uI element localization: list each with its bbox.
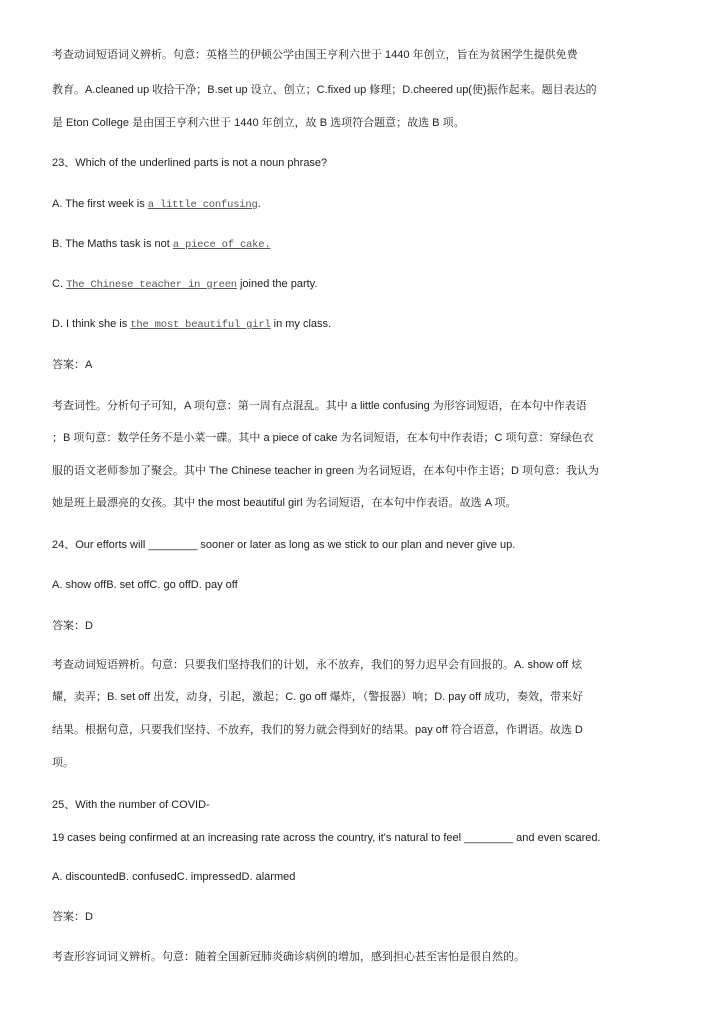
underlined-phrase: a little confusing <box>147 199 258 211</box>
underlined-phrase: a piece of cake. <box>172 239 271 251</box>
q25-options: A. discountedB. confusedC. impressedD. alarmed <box>52 871 296 883</box>
q25-answer: 答案：D <box>52 911 93 923</box>
q25-question-line: 19 cases being confirmed at an increasing rate across the country, it's natural to feel ________ and even scared. <box>52 832 601 844</box>
q24-explanation-line: 考查动词短语辨析。句意：只要我们坚持我们的计划，永不放弃，我们的努力迟早会有回报的。A. show off 炫 <box>52 659 583 671</box>
q22-explanation-line: 是 Eton College 是由国王亨利六世于 1440 年创立，故 B 选项符合题意；故选 B 项。 <box>52 117 465 129</box>
q23-explanation-line: 考查词性。分析句子可知，A 项句意：第一周有点混乱。其中 a little confusing 为形容词短语，在本句中作表语 <box>52 400 587 412</box>
q23-explanation-line: 她是班上最漂亮的女孩。其中 the most beautiful girl 为名词短语，在本句中作表语。故选 A 项。 <box>52 497 517 509</box>
q24-explanation-line: 耀，卖弄；B. set off 出发，动身，引起，激起；C. go off 爆炸，（警报器）响；D. pay off 成功，奏效，带来好 <box>52 691 584 703</box>
option-text: C. <box>52 278 67 290</box>
q24-explanation-line: 项。 <box>52 757 74 769</box>
q24-answer: 答案：D <box>52 620 93 632</box>
q23-explanation-line: ；B 项句意：数学任务不是小菜一碟。其中 a piece of cake 为名词短语，在本句中作表语；C 项句意：穿绿色衣 <box>52 432 594 444</box>
option-text: joined the party. <box>236 278 318 290</box>
q23-option-c <box>52 277 317 292</box>
option-text: D. I think she is <box>52 318 131 330</box>
underlined-phrase: the most beautiful girl <box>130 319 271 331</box>
option-text: A. The first week is <box>52 198 148 210</box>
underlined-phrase: The Chinese teacher in green <box>66 279 237 291</box>
q24-question: 24、Our efforts will ________ sooner or later as long as we stick to our plan and never give up. <box>52 539 516 551</box>
option-text: in my class. <box>270 318 332 330</box>
option-text: B. The Maths task is not <box>52 238 173 250</box>
q25-question-line: 25、With the number of COVID- <box>52 799 210 811</box>
q23-option-b <box>52 237 270 252</box>
q22-explanation-line: 教育。A.cleaned up 收拾干净；B.set up 设立、创立；C.fixed up 修理；D.cheered up(使)振作起来。题目表达的 <box>52 84 597 96</box>
q23-option-a <box>52 197 261 212</box>
q23-question: 23、Which of the underlined parts is not a noun phrase? <box>52 157 328 169</box>
q23-explanation-line: 服的语文老师参加了聚会。其中 The Chinese teacher in green 为名词短语，在本句中作主语；D 项句意：我认为 <box>52 465 600 477</box>
option-text: . <box>257 198 261 210</box>
q24-explanation-line: 结果。根据句意，只要我们坚持、不放弃，我们的努力就会得到好的结果。pay off 符合语意，作谓语。故选 D <box>52 724 583 736</box>
q24-options: A. show offB. set offC. go offD. pay off <box>52 579 238 591</box>
q23-option-d <box>52 317 331 332</box>
q22-explanation-line: 考查动词短语词义辨析。句意：英格兰的伊顿公学由国王亨利六世于 1440 年创立，旨在为贫困学生提供免费 <box>52 49 578 61</box>
q25-explanation: 考查形容词词义辨析。句意：随着全国新冠肺炎确诊病例的增加，感到担心甚至害怕是很自然的。 <box>52 951 525 963</box>
q23-answer: 答案：A <box>52 359 93 371</box>
